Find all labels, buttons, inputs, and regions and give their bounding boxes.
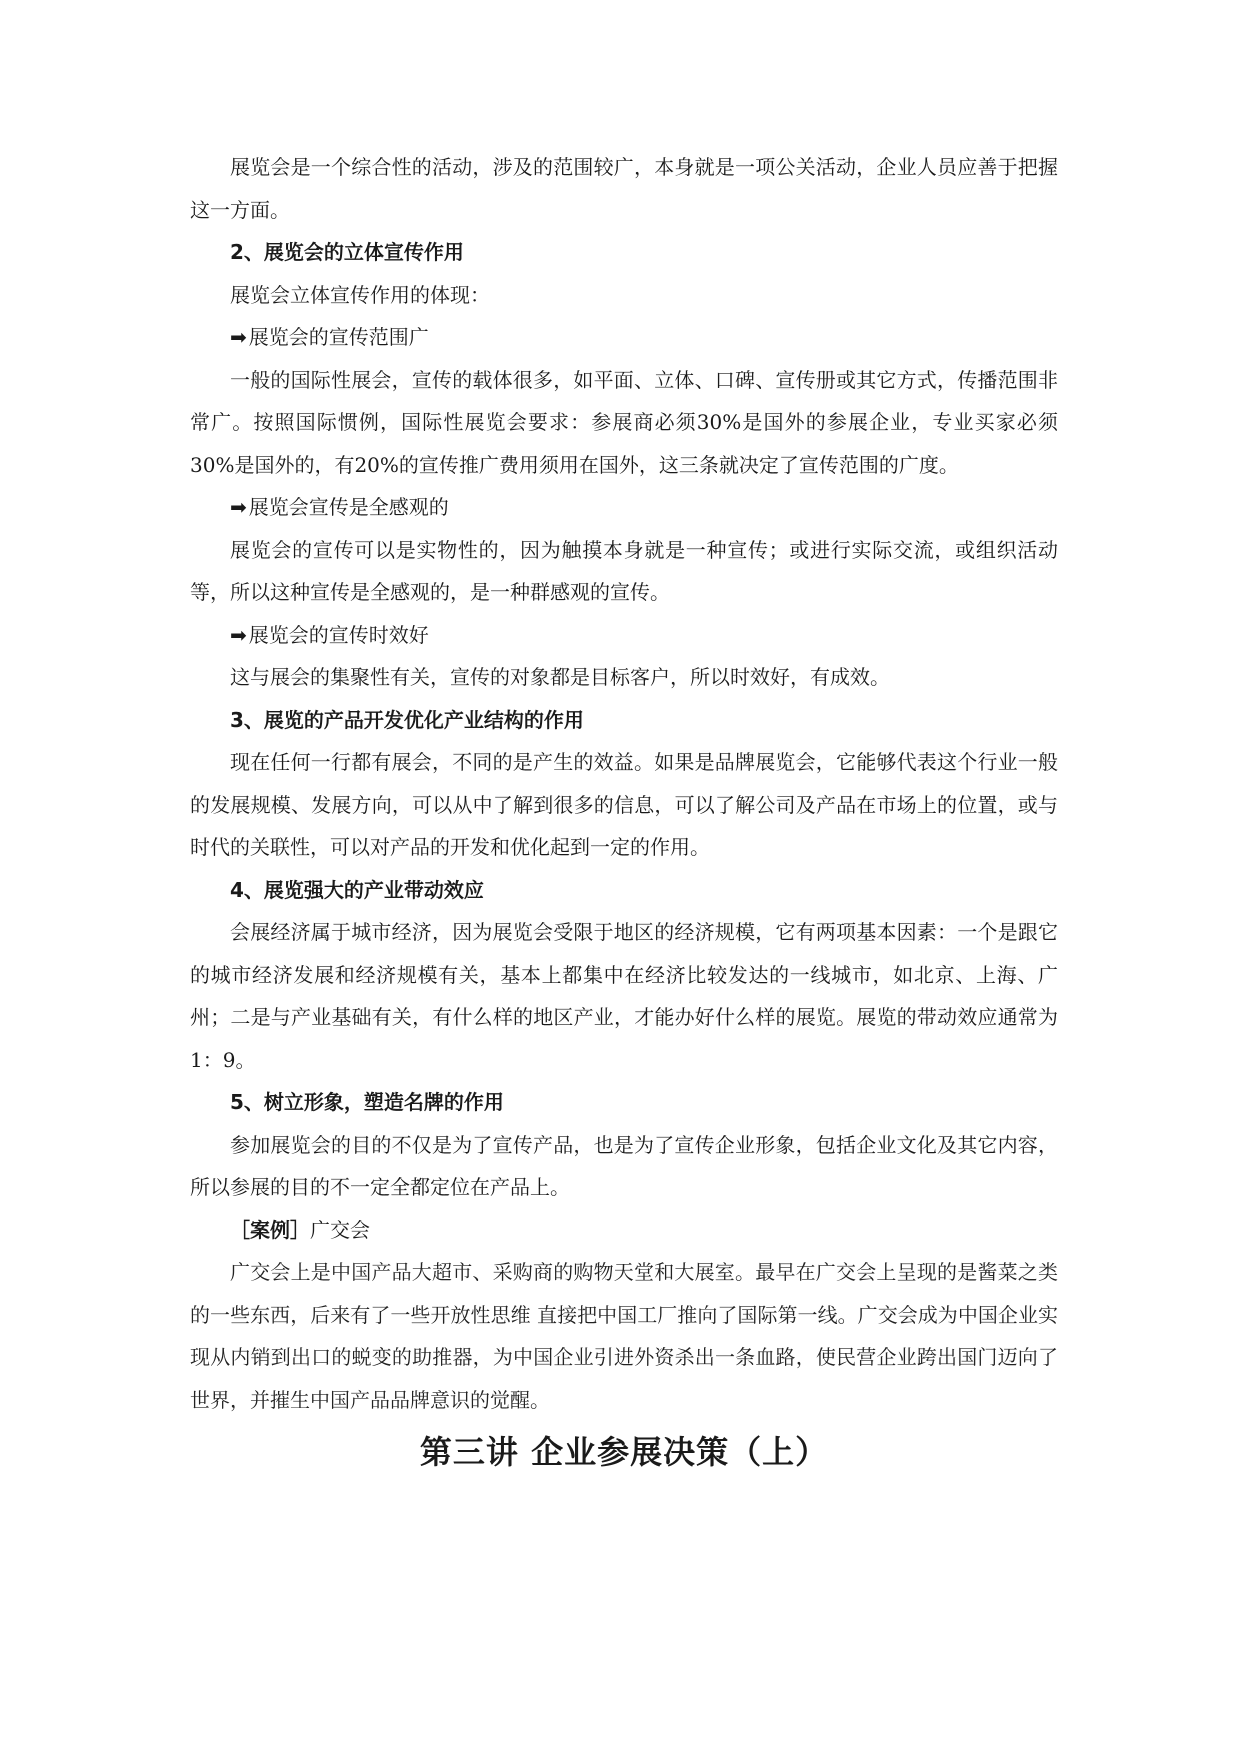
lecture-title: 第三讲 企业参展决策（上）: [419, 1433, 829, 1471]
paragraph: 展览会是一个综合性的活动，涉及的范围较广，本身就是一项公关活动，企业人员应善于把握这一方面。: [190, 155, 1058, 222]
section-heading: 4、展览强大的产业带动效应: [230, 877, 484, 902]
paragraph: 一般的国际性展会，宣传的载体很多，如平面、立体、口碑、宣传册或其它方式，传播范围非常广。按照国际惯例，国际性展览会要求：参展商必须30%是国外的参展企业，专业买家必须30%是国外的，有20%的宣传推广费用须用在国外，这三条就决定了宣传范围的广度。: [190, 367, 1058, 477]
section-heading: 3、展览的产品开发优化产业结构的作用: [230, 707, 584, 732]
arrow-bullet-icon: ➡: [230, 495, 247, 519]
bullet-text: 展览会的宣传范围广: [248, 325, 429, 349]
paragraph: 这与展会的集聚性有关，宣传的对象都是目标客户，所以时效好，有成效。: [230, 665, 890, 689]
case-tag: ［案例］: [230, 1217, 310, 1242]
bullet-item: [190, 486, 1058, 529]
section-heading: 2、展览会的立体宣传作用: [230, 240, 464, 264]
paragraph: 展览会立体宣传作用的体现：: [230, 282, 490, 307]
case-paragraph: 广交会上是中国产品大超市、采购商的购物天堂和大展室。最早在广交会上呈现的是酱菜之类的一些东西，后来有了一些开放性思维 直接把中国工厂推向了国际第一线。广交会成为中国企业实现从内销到出口的蜕变的助推器，为中国企业引进外资杀出一条血路，使民营企业跨出国门迈向了世界，并摧生中国产品品牌意识的觉醒。: [190, 1260, 1058, 1412]
paragraph: 展览会的宣传可以是实物性的，因为触摸本身就是一种宣传；或进行实际交流，或组织活动等，所以这种宣传是全感观的，是一种群感观的宣传。: [190, 537, 1058, 604]
paragraph: 现在任何一行都有展会，不同的是产生的效益。如果是品牌展览会，它能够代表这个行业一般的发展规模、发展方向，可以从中了解到很多的信息，可以了解公司及产品在市场上的位置，或与时代的关联性，可以对产品的开发和优化起到一定的作用。: [190, 750, 1058, 859]
paragraph: 会展经济属于城市经济，因为展览会受限于地区的经济规模，它有两项基本因素：一个是跟它的城市经济发展和经济规模有关，基本上都集中在经济比较发达的一线城市，如北京、上海、广州；二是与产业基础有关，有什么样的地区产业，才能办好什么样的展览。展览的带动效应通常为1：9。: [190, 920, 1058, 1072]
section-heading: 5、树立形象，塑造名牌的作用: [230, 1090, 504, 1114]
case-label: [190, 1209, 1058, 1252]
arrow-bullet-icon: ➡: [230, 325, 247, 349]
document-body: [190, 146, 1058, 1475]
arrow-bullet-icon: ➡: [230, 622, 247, 647]
paragraph: 参加展览会的目的不仅是为了宣传产品，也是为了宣传企业形象，包括企业文化及其它内容，所以参展的目的不一定全都定位在产品上。: [190, 1132, 1058, 1199]
case-name: 广交会: [310, 1217, 370, 1242]
bullet-item: [190, 614, 1058, 657]
bullet-text: 展览会的宣传时效好: [248, 622, 429, 647]
bullet-item: [190, 316, 1058, 359]
bullet-text: 展览会宣传是全感观的: [248, 495, 449, 519]
